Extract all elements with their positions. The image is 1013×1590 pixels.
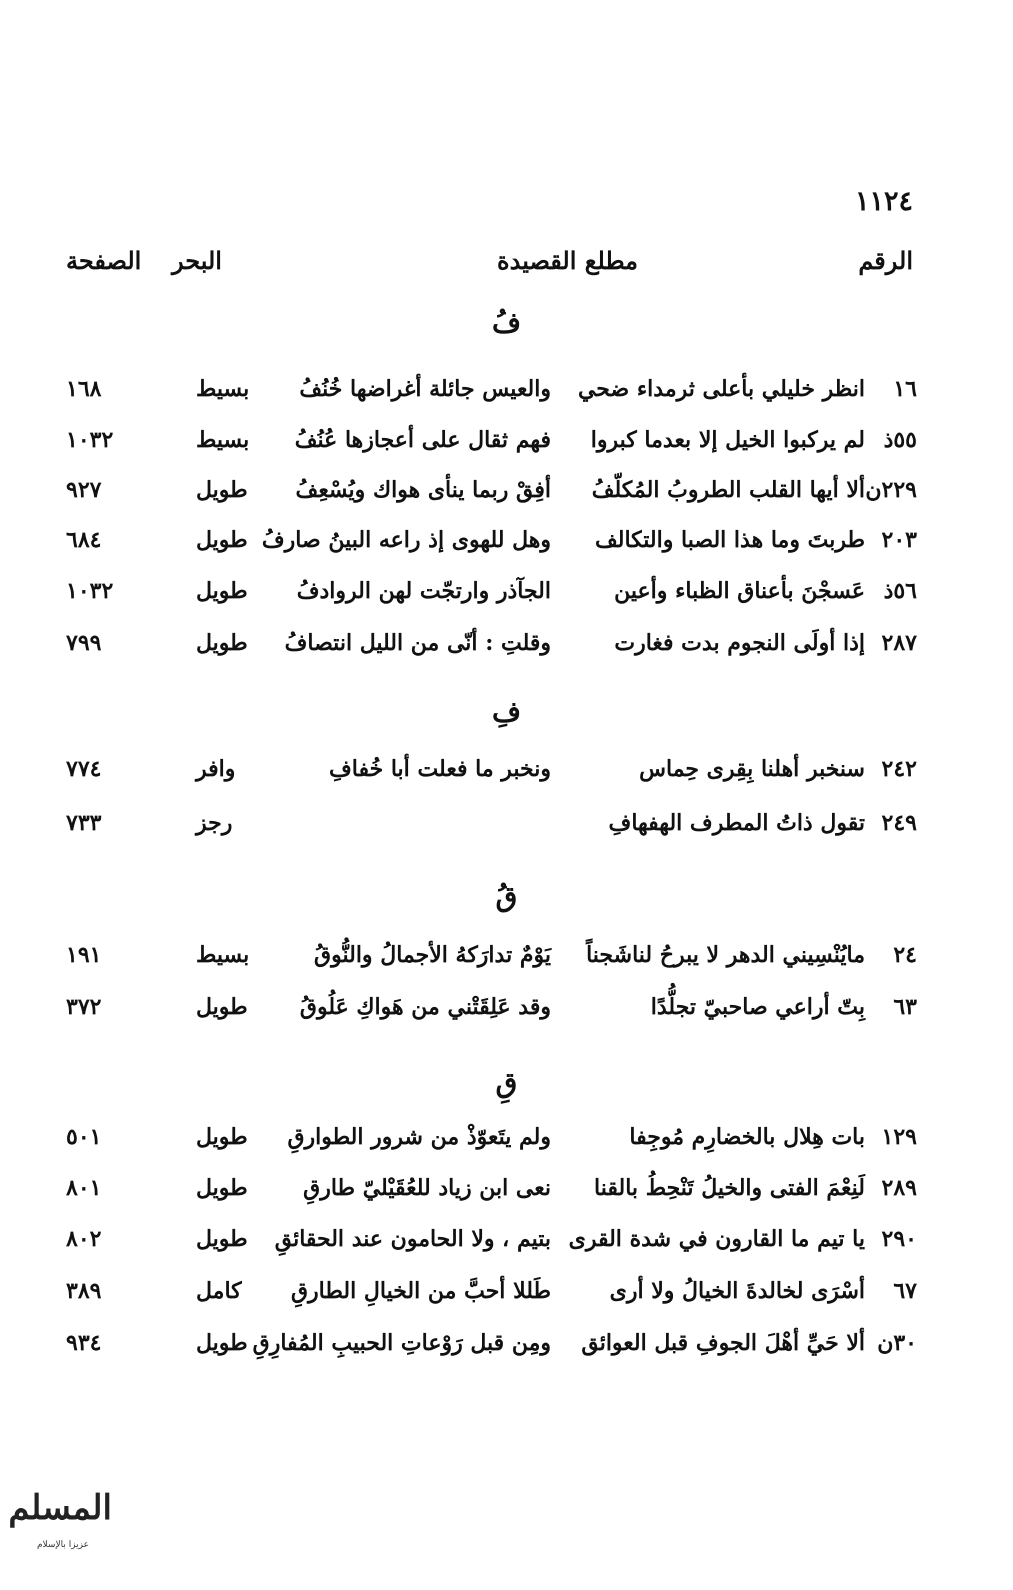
first-hemistich: لَنِعْمَ الفتى والخيلُ تَنْحِطُ بالقنا: [594, 1175, 865, 1201]
meter: طويل: [196, 1226, 248, 1252]
poem-number: ٦٧: [893, 1278, 917, 1304]
second-hemistich: ولم يتَعوّذْ من شرور الطوارقِ: [287, 1124, 551, 1150]
index-row: [0, 376, 1013, 416]
index-row: [0, 427, 1013, 467]
first-hemistich: ألا حَيِّ أهْلَ الجوفِ قبل العوائق: [581, 1330, 865, 1356]
first-hemistich: ألا أيها القلب الطروبُ المُكلّفُ: [591, 477, 865, 503]
header-number: الرقم: [858, 246, 913, 275]
poem-number: ١٢٩: [881, 1124, 917, 1150]
logo-text: المسلم: [8, 1488, 112, 1528]
section-letter-qu: قُ: [495, 880, 518, 913]
page-ref: ١٠٣٢: [66, 578, 114, 604]
index-row: [0, 756, 1013, 796]
page-ref: ٣٨٩: [66, 1278, 102, 1304]
meter: طويل: [196, 1124, 248, 1150]
second-hemistich: ومِن قبل رَوْعاتِ الحبيبِ المُفارِقِ: [252, 1330, 551, 1356]
index-row: [0, 630, 1013, 670]
poem-number: ٥٦ذ: [883, 578, 917, 604]
header-bahr: البحر: [172, 246, 222, 275]
index-row: [0, 810, 1013, 850]
page-number: ١١٢٤: [854, 186, 913, 217]
page-ref: ١٠٣٢: [66, 427, 114, 453]
poem-number: ٢٤٢: [881, 756, 917, 782]
second-hemistich: نعى ابن زياد للعُقَيْليّ طارقِ: [303, 1175, 551, 1201]
poem-number: ٢٢٩ن: [865, 477, 917, 503]
page-ref: ١٩١: [66, 942, 102, 968]
page-ref: ٩٣٤: [66, 1330, 102, 1356]
second-hemistich: طَللا أحبَّ من الخيالِ الطارقِ: [290, 1278, 551, 1304]
meter: طويل: [196, 630, 248, 656]
index-row: [0, 942, 1013, 982]
page-ref: ٧٧٤: [66, 756, 102, 782]
meter: طويل: [196, 994, 248, 1020]
index-row: [0, 1226, 1013, 1266]
index-row: [0, 1175, 1013, 1215]
first-hemistich: عَسجْنَ بأعناق الظباء وأعين: [614, 578, 865, 604]
poem-number: ٣٠ن: [877, 1330, 917, 1356]
index-header: [0, 246, 1013, 282]
first-hemistich: تقول ذاتُ المطرف الهفهافِ: [608, 810, 865, 836]
header-page: الصفحة: [66, 246, 142, 275]
page-ref: ٧٩٩: [66, 630, 102, 656]
page-ref: ٨٠٢: [66, 1226, 102, 1252]
second-hemistich: وهل للهوى إذ راعه البينُ صارفُ: [261, 527, 551, 553]
second-hemistich: فهم ثقال على أعجازها عُنُفُ: [294, 427, 551, 453]
index-row: [0, 1124, 1013, 1164]
second-hemistich: ونخبر ما فعلت أبا خُفافِ: [328, 756, 551, 782]
second-hemistich: الجآذر وارتجّت لهن الروادفُ: [296, 578, 551, 604]
index-row: [0, 1278, 1013, 1318]
first-hemistich: طربتَ وما هذا الصبا والتكالف: [594, 527, 865, 553]
second-hemistich: يَوْمٌ تدارَكهُ الأجمالُ والنُّوقُ: [314, 942, 551, 968]
index-row: [0, 994, 1013, 1034]
second-hemistich: أفِقْ ربما ينأى هواك ويُسْعِفُ: [295, 477, 551, 503]
first-hemistich: أسْرَى لخالدةَ الخيالُ ولا أرى: [609, 1278, 865, 1304]
header-matla: مطلع القصيدة: [497, 246, 638, 275]
page-ref: ٧٣٣: [66, 810, 102, 836]
first-hemistich: إذا أولَى النجوم بدت فغارت: [614, 630, 865, 656]
page-ref: ٣٧٢: [66, 994, 102, 1020]
page-ref: ٦٨٤: [66, 527, 102, 553]
index-row: [0, 1330, 1013, 1370]
meter: كامل: [196, 1278, 242, 1304]
section-letter-fi: فِ: [491, 695, 522, 728]
poem-number: ٢٨٩: [881, 1175, 917, 1201]
page-ref: ٩٢٧: [66, 477, 102, 503]
meter: بسيط: [196, 376, 250, 402]
poem-number: ١٦: [893, 376, 917, 402]
index-row: [0, 578, 1013, 618]
poem-number: ٢٤٩: [881, 810, 917, 836]
meter: طويل: [196, 1330, 248, 1356]
page-ref: ٥٠١: [66, 1124, 102, 1150]
library-logo: [8, 1478, 112, 1558]
second-hemistich: وقلتِ : أنّى من الليل انتصافُ: [284, 630, 551, 656]
meter: بسيط: [196, 427, 250, 453]
page-ref: ١٦٨: [66, 376, 102, 402]
poem-number: ٦٣: [893, 994, 917, 1020]
second-hemistich: والعيس جائلة أغراضها خُنُفُ: [299, 376, 551, 402]
first-hemistich: بات هِلال بالخضارِم مُوجِفا: [629, 1124, 865, 1150]
meter: طويل: [196, 1175, 248, 1201]
index-row: [0, 477, 1013, 517]
poem-number: ٢٤: [893, 942, 917, 968]
poem-number: ٢٠٣: [881, 527, 917, 553]
poem-number: ٥٥ذ: [883, 427, 917, 453]
meter: وافر: [196, 756, 236, 782]
second-hemistich: وقد عَلِقَتْني من هَواكِ عَلُوقُ: [299, 994, 551, 1020]
meter: طويل: [196, 578, 248, 604]
first-hemistich: مايُنْسِيني الدهر لا يبرحُ لناشَجناً: [586, 942, 865, 968]
meter: رجز: [196, 810, 233, 836]
first-hemistich: انظر خليلي بأعلى ثرمداء ضحي: [577, 376, 865, 402]
first-hemistich: سنخبر أهلنا بِقِرى حِماس: [639, 756, 865, 782]
meter: طويل: [196, 527, 248, 553]
first-hemistich: بِتّ أراعي صاحبيّ تجلُّدًا: [650, 994, 865, 1020]
logo-subtext: عزيزا بالإسلام: [36, 1540, 90, 1550]
second-hemistich: بتيم ، ولا الحامون عند الحقائقِ: [274, 1226, 551, 1252]
index-row: [0, 527, 1013, 567]
meter: بسيط: [196, 942, 250, 968]
first-hemistich: لم يركبوا الخيل إلا بعدما كبروا: [590, 427, 865, 453]
first-hemistich: يا تيم ما القارون في شدة القرى: [568, 1226, 865, 1252]
page-ref: ٨٠١: [66, 1175, 102, 1201]
poem-number: ٢٩٠: [881, 1226, 917, 1252]
poem-number: ٢٨٧: [881, 630, 917, 656]
meter: طويل: [196, 477, 248, 503]
section-letter-fu: فُ: [491, 306, 522, 339]
section-letter-qi: قِ: [495, 1066, 518, 1099]
